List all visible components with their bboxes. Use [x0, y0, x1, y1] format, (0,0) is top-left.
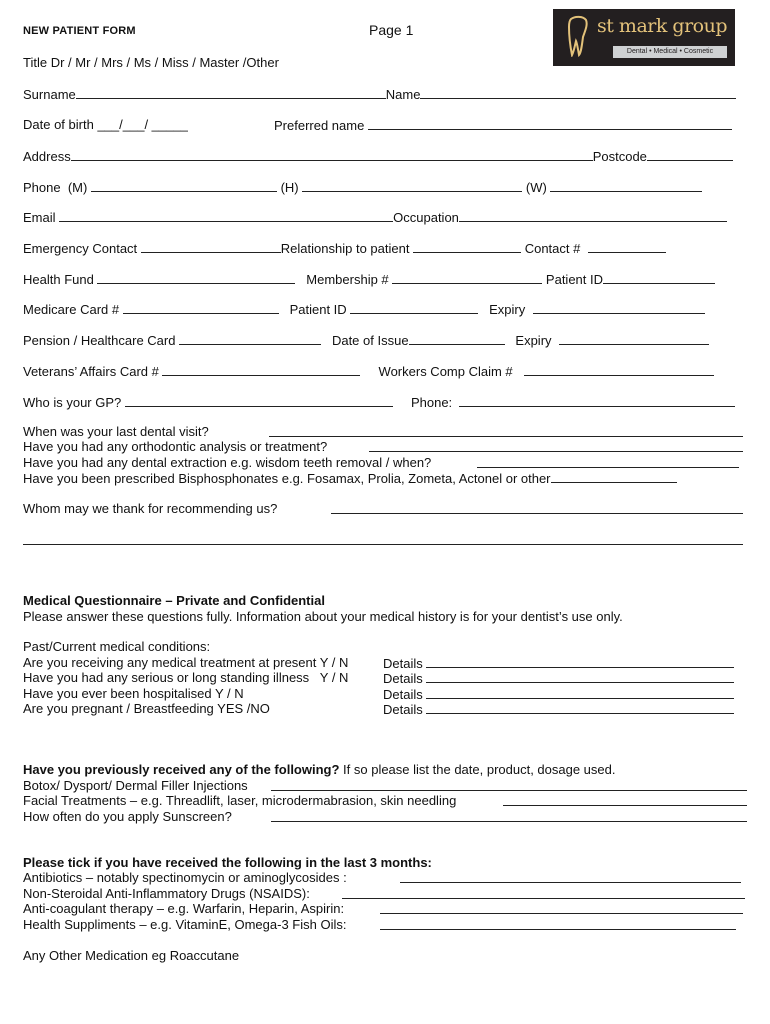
email-label: Email	[23, 210, 56, 225]
dob-label: Date of birth ___/___/ _____	[23, 117, 188, 132]
health-fund-label: Health Fund	[23, 272, 94, 287]
date-of-issue-label: Date of Issue	[331, 333, 409, 348]
supplements-row	[23, 917, 346, 932]
sunscreen-row	[23, 809, 232, 824]
botox-row	[23, 778, 248, 793]
pension-expiry-field[interactable]	[559, 332, 709, 345]
preferred-name-label: Preferred name	[274, 118, 365, 133]
facial-treatments-label: Facial Treatments – e.g. Threadlift, laser, microdermabrasion, skin needling	[23, 793, 457, 808]
antibiotics-row	[23, 870, 347, 885]
facial-treatments-row	[23, 793, 456, 808]
medicare-patient-id-field[interactable]	[350, 301, 478, 314]
antibiotics-field[interactable]	[400, 870, 741, 883]
supplements-label: Health Suppliments – e.g. VitaminE, Omega-3 Fish Oils:	[23, 917, 347, 932]
st-mark-group-logo	[553, 9, 735, 66]
hospitalised-details: Details	[383, 686, 734, 702]
anticoagulant-label: Anti-coagulant therapy – e.g. Warfarin, Heparin, Aspirin:	[23, 901, 345, 916]
last-dental-visit-field[interactable]	[269, 424, 743, 437]
postcode-field[interactable]	[647, 148, 733, 161]
pregnant-details-field[interactable]	[426, 701, 734, 714]
name-field[interactable]	[420, 86, 736, 99]
orthodontic-row	[23, 439, 327, 454]
logo-brand-name: st mark group	[597, 15, 727, 37]
contact-number-field[interactable]	[588, 240, 666, 253]
serious-illness-details: Details	[383, 670, 734, 686]
medicare-expiry-field[interactable]	[533, 301, 705, 314]
phone-work-field[interactable]	[550, 179, 702, 192]
pregnant-details: Details	[383, 701, 734, 717]
address-row	[23, 148, 733, 164]
referral-row	[23, 501, 277, 516]
tooth-logo-icon	[567, 15, 589, 57]
pension-card-field[interactable]	[179, 332, 321, 345]
surname-field[interactable]	[76, 86, 386, 99]
other-medication-label: Any Other Medication eg Roaccutane	[23, 948, 240, 963]
email-field[interactable]	[59, 209, 393, 222]
membership-label: Membership #	[306, 272, 389, 287]
address-label: Address	[23, 149, 71, 164]
emergency-contact-label: Emergency Contact	[23, 241, 138, 256]
medicare-card-field[interactable]	[123, 301, 279, 314]
medical-treatment-label: Are you receiving any medical treatment at present Y / N	[23, 655, 349, 670]
nsaids-row	[23, 886, 310, 901]
hospitalised-label: Have you ever been hospitalised Y / N	[23, 686, 244, 701]
emergency-row	[23, 240, 666, 256]
gp-phone-field[interactable]	[459, 394, 735, 407]
nsaids-field[interactable]	[342, 886, 745, 899]
phone-row: Phone (M) (H) (W)	[23, 179, 702, 195]
form-title: NEW PATIENT FORM	[23, 25, 136, 37]
medicare-row	[23, 301, 705, 317]
veterans-row	[23, 363, 714, 379]
health-fund-field[interactable]	[97, 271, 295, 284]
medical-treatment-details-field[interactable]	[426, 655, 734, 668]
page-number: Page 1	[369, 22, 414, 38]
sunscreen-label: How often do you apply Sunscreen?	[23, 809, 232, 824]
relationship-label: Relationship to patient	[280, 241, 410, 256]
phone-label: Phone	[23, 180, 61, 195]
orthodontic-field[interactable]	[369, 439, 743, 452]
extraction-row	[23, 455, 431, 470]
nsaids-label: Non-Steroidal Anti-Inflammatory Drugs (NSAIDS):	[23, 886, 310, 901]
anticoagulant-row	[23, 901, 344, 916]
extraction-field[interactable]	[477, 455, 739, 468]
medical-intro-text: Please answer these questions fully. Information about your medical history is for your dentist’s use only.	[23, 609, 623, 624]
medicare-patient-id-label: Patient ID	[289, 302, 347, 317]
dob-field[interactable]: ___/___/ _____	[97, 117, 188, 132]
last-dental-visit-label: When was your last dental visit?	[23, 424, 209, 439]
botox-field[interactable]	[271, 778, 747, 791]
membership-field[interactable]	[392, 271, 542, 284]
gp-phone-label: Phone:	[410, 395, 453, 410]
surname-label: Surname	[23, 87, 76, 102]
cosmetic-heading: Have you previously received any of the following? If so please list the date, product, dosage used.	[23, 762, 616, 777]
title-options: Title Dr / Mr / Mrs / Ms / Miss / Master /Other	[23, 55, 279, 70]
referral-label: Whom may we thank for recommending us?	[23, 501, 278, 516]
extraction-label: Have you had any dental extraction e.g. wisdom teeth removal / when?	[23, 455, 432, 470]
anticoagulant-field[interactable]	[380, 901, 743, 914]
pension-row	[23, 332, 709, 348]
medications-heading: Please tick if you have received the following in the last 3 months:	[23, 855, 432, 870]
emergency-contact-field[interactable]	[141, 240, 281, 253]
sunscreen-field[interactable]	[271, 809, 747, 822]
preferred-name-row	[274, 117, 732, 133]
patient-id-label: Patient ID	[545, 272, 604, 287]
last-dental-visit-row	[23, 424, 209, 439]
serious-illness-details-field[interactable]	[426, 670, 734, 683]
date-of-issue-field[interactable]	[409, 332, 505, 345]
postcode-label: Postcode	[592, 149, 647, 164]
email-row	[23, 209, 727, 225]
facial-treatments-field[interactable]	[503, 793, 747, 806]
medicare-card-label: Medicare Card #	[23, 302, 120, 317]
workers-comp-field[interactable]	[524, 363, 714, 376]
medicare-expiry-label: Expiry	[489, 302, 526, 317]
medical-treatment-details: Details	[383, 655, 734, 671]
surname-row	[23, 86, 736, 102]
hospitalised-details-field[interactable]	[426, 686, 734, 699]
medical-conditions-label: Past/Current medical conditions:	[23, 639, 211, 654]
veterans-card-field[interactable]	[162, 363, 360, 376]
gp-row	[23, 394, 735, 410]
supplements-field[interactable]	[380, 917, 736, 930]
referral-field[interactable]	[331, 501, 743, 514]
bisphosphonates-row	[23, 470, 677, 486]
serious-illness-label: Have you had any serious or long standing illness Y / N	[23, 670, 349, 685]
gp-label: Who is your GP?	[23, 395, 122, 410]
workers-comp-label: Workers Comp Claim #	[378, 364, 513, 379]
name-label: Name	[385, 87, 421, 102]
preferred-name-field[interactable]	[368, 117, 732, 130]
medical-questionnaire-heading: Medical Questionnaire – Private and Confidential	[23, 593, 325, 608]
phone-mobile-field[interactable]	[91, 179, 277, 192]
address-field[interactable]	[71, 148, 593, 161]
contact-number-label: Contact #	[524, 241, 581, 256]
occupation-field[interactable]	[459, 209, 727, 222]
phone-home-field[interactable]	[302, 179, 522, 192]
gp-field[interactable]	[125, 394, 393, 407]
bisphosphonates-field[interactable]	[551, 470, 677, 483]
antibiotics-label: Antibiotics – notably spectinomycin or aminoglycosides :	[23, 870, 347, 885]
pension-card-label: Pension / Healthcare Card	[23, 333, 176, 348]
orthodontic-label: Have you had any orthodontic analysis or treatment?	[23, 439, 328, 454]
botox-label: Botox/ Dysport/ Dermal Filler Injections	[23, 778, 248, 793]
referral-continued-field[interactable]	[23, 532, 743, 545]
logo-tagline: Dental • Medical • Cosmetic	[613, 46, 727, 58]
pregnant-label: Are you pregnant / Breastfeeding YES /NO	[23, 701, 270, 716]
health-fund-row	[23, 271, 715, 287]
bisphosphonates-label: Have you been prescribed Bisphosphonates e.g. Fosamax, Prolia, Zometa, Actonel or other	[23, 471, 551, 486]
pension-expiry-label: Expiry	[515, 333, 552, 348]
occupation-label: Occupation	[393, 210, 459, 225]
patient-id-field[interactable]	[603, 271, 715, 284]
veterans-card-label: Veterans’ Affairs Card #	[23, 364, 159, 379]
relationship-field[interactable]	[413, 240, 521, 253]
